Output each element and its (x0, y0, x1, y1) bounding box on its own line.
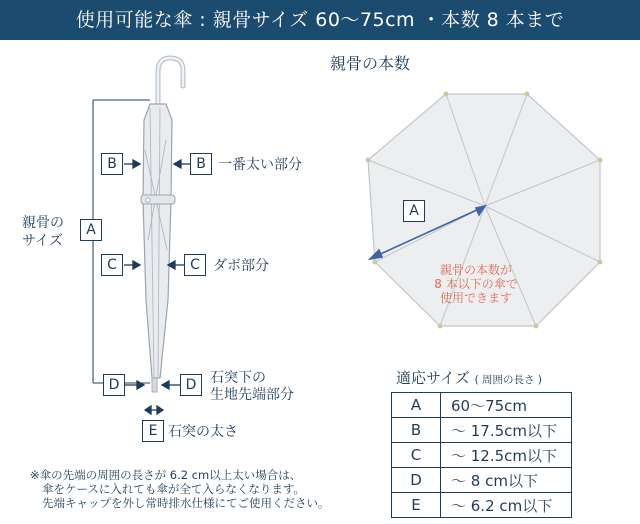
top-view-title: 親骨の本数 (330, 54, 411, 73)
table-row (392, 393, 572, 418)
row-value: 60〜75cm (441, 393, 572, 418)
row-value: 〜 12.5cm以下 (441, 443, 572, 468)
box-c-left: C (101, 254, 123, 276)
row-value: 〜 17.5cm以下 (441, 418, 572, 443)
table-row (392, 468, 572, 493)
row-key: A (392, 393, 441, 418)
label-thickest: 一番太い部分 (218, 157, 302, 173)
row-value: 〜 8 cm以下 (441, 468, 572, 493)
label-rib-size: 親骨の サイズ (22, 215, 64, 249)
box-b-right: B (190, 153, 212, 175)
label-tip-fabric: 石突下の 生地先端部分 (210, 370, 294, 403)
footnote-line: ※傘の先端の周囲の長さが 6.2 cm以上太い場合は、 (30, 468, 302, 482)
box-e: E (142, 420, 164, 442)
table-row (392, 443, 572, 468)
box-d-right: D (180, 374, 202, 396)
page-title: 使用可能な傘 : 親骨サイズ 60〜75cm ・本数 8 本まで (75, 9, 565, 31)
footnote-line: 先端キャップを外し常時排水仕様にてご使用ください。 (42, 496, 330, 510)
row-key: C (392, 443, 441, 468)
umbrella-tip (152, 378, 157, 392)
box-a-left: A (80, 219, 102, 241)
box-d-left: D (103, 374, 125, 396)
box-b-left: B (101, 153, 123, 175)
size-table (391, 392, 572, 518)
footnote-line: 傘をケースに入れても傘が全て入らなくなります。 (42, 482, 306, 496)
table-title: 適応サイズ (396, 369, 470, 387)
row-key: B (392, 418, 441, 443)
row-key: E (392, 493, 441, 518)
footnote (30, 468, 390, 510)
tip-width-arrow (145, 406, 163, 414)
table-heading (396, 370, 542, 388)
box-a-top: A (403, 200, 425, 222)
umbrella-body (143, 104, 172, 378)
umbrella-handle (158, 58, 183, 104)
table-row (392, 418, 572, 443)
arrows-left (124, 160, 144, 389)
table-subtitle: ( 周囲の長さ ) (474, 374, 542, 386)
rib-count-note: 親骨の本数が 8 本以下の傘で 使用できます (434, 263, 518, 305)
row-key: D (392, 468, 441, 493)
label-dabo: ダボ部分 (213, 258, 269, 274)
box-c-right: C (184, 254, 206, 276)
label-tip-thickness: 石突の太さ (168, 424, 238, 440)
row-value: 〜 6.2 cm以下 (441, 493, 572, 518)
table-row (392, 493, 572, 518)
